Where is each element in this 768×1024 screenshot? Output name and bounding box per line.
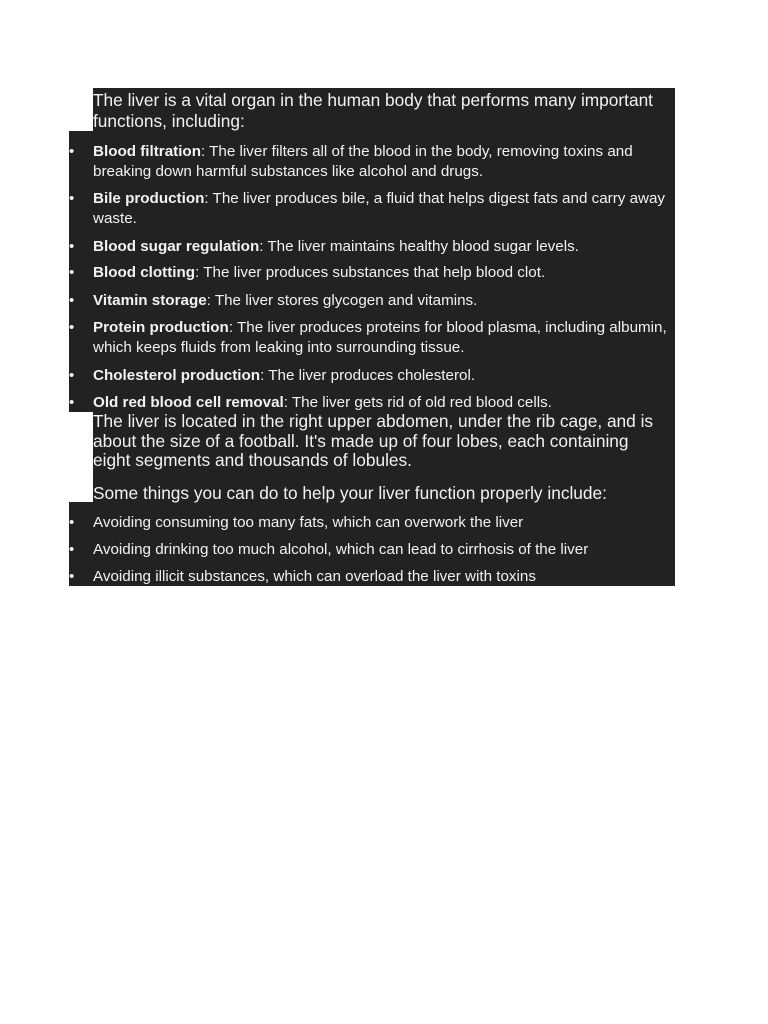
list-item — [69, 393, 668, 413]
bullet-icon: • — [69, 367, 75, 384]
function-term: Blood clotting — [93, 264, 196, 281]
list-item — [69, 237, 668, 257]
bullet-icon: • — [69, 541, 75, 558]
list-item — [69, 263, 668, 283]
function-term: Bile production — [93, 190, 205, 207]
function-description: : The liver filters all of the blood in the body, removing toxins and breaking down harmful substances like alcohol and drugs. — [93, 143, 633, 180]
bullet-icon: • — [69, 394, 75, 411]
tip-text: Avoiding drinking too much alcohol, which can lead to cirrhosis of the liver — [93, 541, 589, 558]
tip-text: Avoiding consuming too many fats, which can overwork the liver — [93, 514, 524, 531]
bullet-icon: • — [69, 143, 75, 160]
function-term: Old red blood cell removal — [93, 394, 284, 411]
function-description: : The liver produces proteins for blood plasma, including albumin, which keeps fluids from leaking into surrounding tissue. — [93, 319, 667, 356]
function-term: Blood filtration — [93, 143, 201, 160]
function-term: Protein production — [93, 319, 229, 336]
list-item — [69, 540, 668, 560]
function-description: : The liver stores glycogen and vitamins. — [206, 292, 478, 309]
tips-intro-paragraph: Some things you can do to help your liver function properly include: — [93, 483, 607, 503]
location-paragraph: The liver is located in the right upper abdomen, under the rib cage, and is about the size of a football. It's made up of four lobes, each containing eight segments and thousands of lobules. — [93, 411, 654, 470]
function-description: : The liver maintains healthy blood sugar levels. — [259, 238, 579, 255]
function-term: Blood sugar regulation — [93, 238, 260, 255]
list-item — [69, 189, 668, 229]
list-item — [69, 567, 668, 587]
bullet-icon: • — [69, 292, 75, 309]
function-description: : The liver gets rid of old red blood cells. — [283, 394, 552, 411]
intro-paragraph: The liver is a vital organ in the human body that performs many important functions, including: — [93, 90, 653, 131]
function-description: : The liver produces bile, a fluid that helps digest fats and carry away waste. — [93, 190, 666, 227]
list-item — [69, 318, 668, 358]
function-description: : The liver produces cholesterol. — [260, 367, 476, 384]
list-item — [69, 366, 668, 386]
list-item — [69, 142, 668, 182]
bullet-icon: • — [69, 190, 75, 207]
bullet-icon: • — [69, 319, 75, 336]
function-term: Vitamin storage — [93, 292, 207, 309]
list-item — [69, 291, 668, 311]
bullet-icon: • — [69, 514, 75, 531]
function-description: : The liver produces substances that help blood clot. — [195, 264, 546, 281]
tip-text: Avoiding illicit substances, which can overload the liver with toxins — [93, 568, 536, 585]
function-term: Cholesterol production — [93, 367, 261, 384]
list-item — [69, 513, 668, 533]
bullet-icon: • — [69, 264, 75, 281]
bullet-icon: • — [69, 568, 75, 585]
bullet-icon: • — [69, 238, 75, 255]
